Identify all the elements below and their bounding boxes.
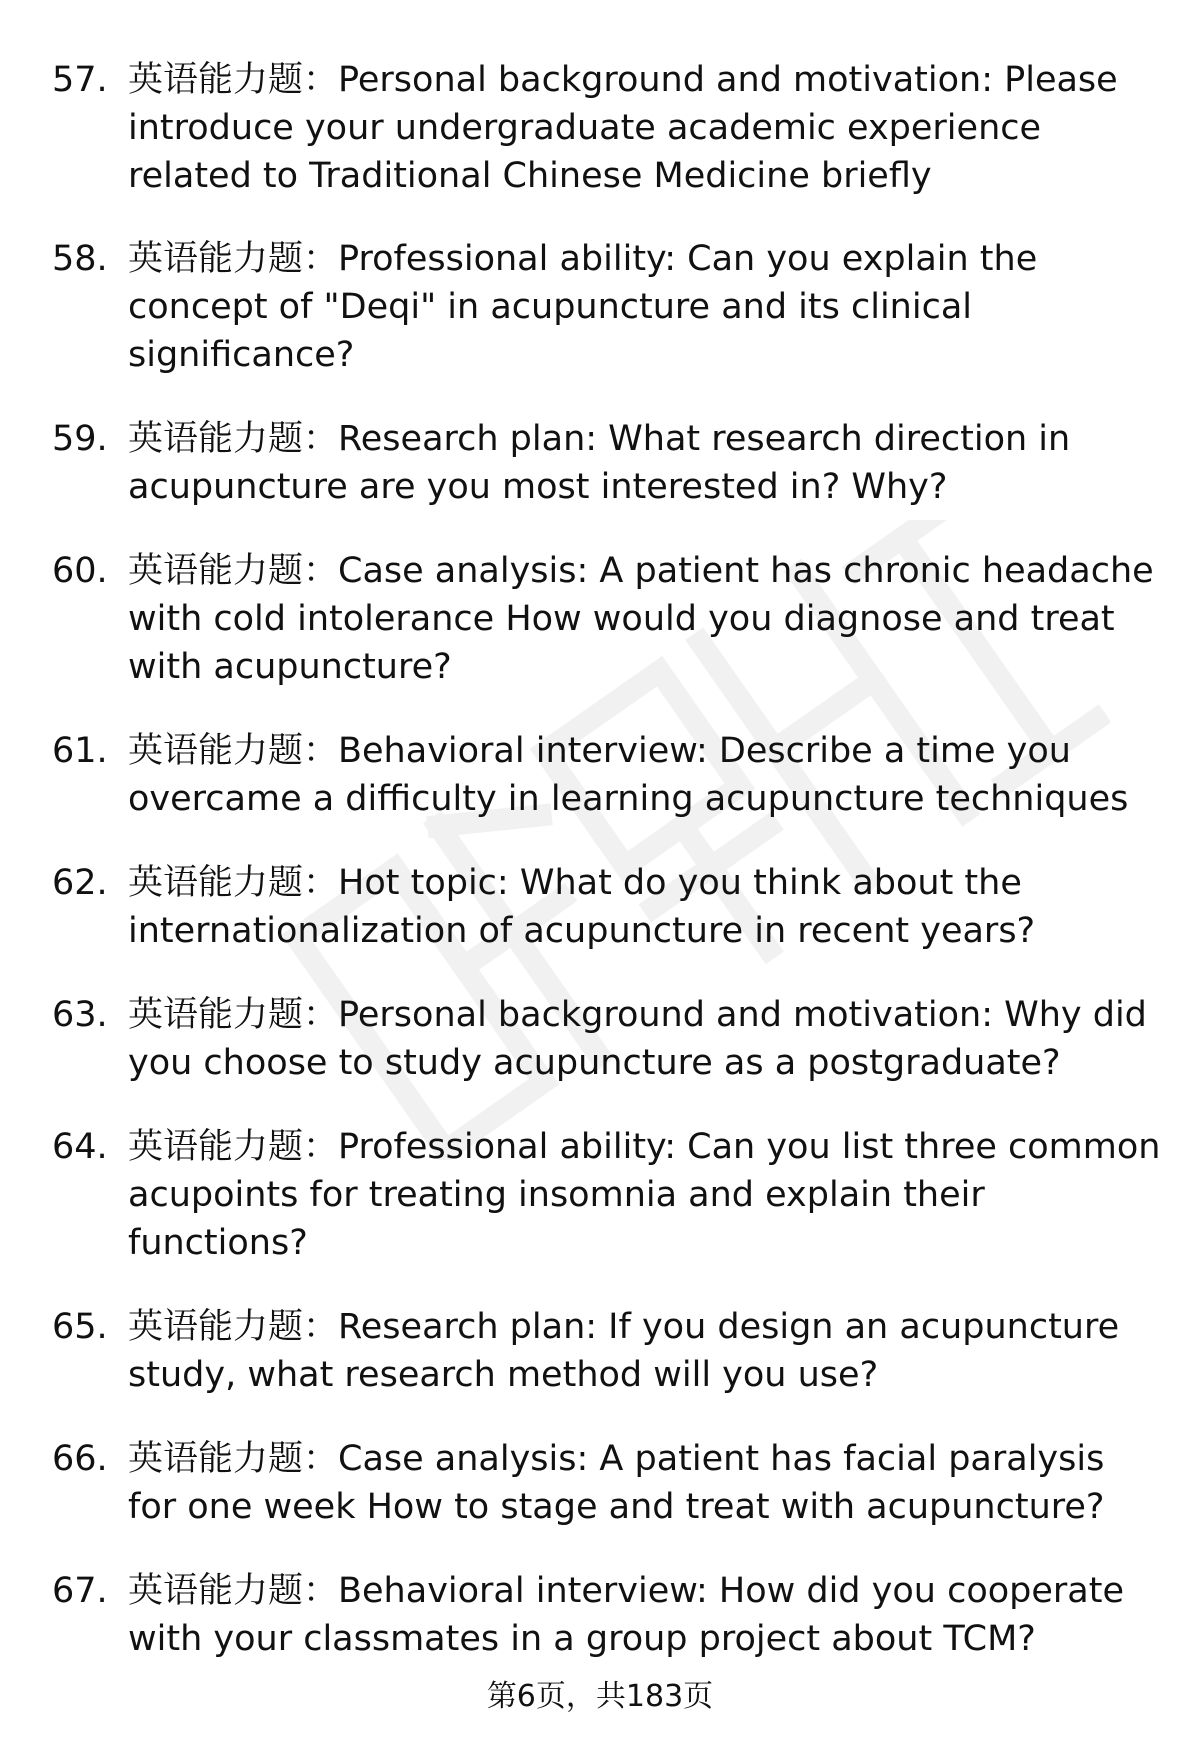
question-text: Professional ability: Can you explain the concept of "Deqi" in acupuncture and its clinical significance? <box>128 239 1038 375</box>
question-number: 62. <box>52 863 108 903</box>
question-item <box>52 1567 1162 1663</box>
question-number: 65. <box>52 1307 108 1347</box>
question-category: 英语能力题： <box>128 1571 339 1611</box>
question-item <box>52 991 1162 1087</box>
question-text: Research plan: If you design an acupuncture study, what research method will you use? <box>128 1307 1120 1395</box>
question-item <box>52 1435 1162 1531</box>
question-text: Case analysis: A patient has facial paralysis for one week How to stage and treat with acupuncture? <box>128 1439 1105 1527</box>
question-category: 英语能力题： <box>128 1307 339 1347</box>
question-category: 英语能力题： <box>128 1439 339 1479</box>
question-category: 英语能力题： <box>128 60 339 100</box>
question-item <box>52 56 1162 200</box>
question-number: 63. <box>52 995 108 1035</box>
question-category: 英语能力题： <box>128 863 339 903</box>
question-category: 英语能力题： <box>128 995 339 1035</box>
question-number: 67. <box>52 1571 108 1611</box>
question-number: 57. <box>52 60 108 100</box>
question-item <box>52 415 1162 511</box>
question-item <box>52 727 1162 823</box>
question-item <box>52 235 1162 379</box>
question-number: 61. <box>52 731 108 771</box>
question-text: Behavioral interview: How did you cooperate with your classmates in a group project about TCM? <box>128 1571 1124 1659</box>
question-text: Case analysis: A patient has chronic headache with cold intolerance How would you diagnose and treat with acupuncture? <box>128 551 1154 687</box>
question-list <box>52 56 1162 1699</box>
question-category: 英语能力题： <box>128 731 339 771</box>
question-category: 英语能力题： <box>128 419 339 459</box>
page-footer: 第6页，共183页 <box>486 1679 714 1714</box>
question-number: 58. <box>52 239 108 279</box>
question-number: 64. <box>52 1127 108 1167</box>
question-category: 英语能力题： <box>128 551 339 591</box>
question-category: 英语能力题： <box>128 239 339 279</box>
question-number: 66. <box>52 1439 108 1479</box>
question-text: Hot topic: What do you think about the internationalization of acupuncture in recent years? <box>128 863 1036 951</box>
question-text: Behavioral interview: Describe a time you overcame a difficulty in learning acupuncture techniques <box>128 731 1129 819</box>
question-text: Personal background and motivation: Please introduce your undergraduate academic experience related to Traditional Chinese Medicine briefly <box>128 60 1118 196</box>
question-text: Professional ability: Can you list three common acupoints for treating insomnia and explain their functions? <box>128 1127 1161 1263</box>
question-category: 英语能力题： <box>128 1127 339 1167</box>
question-number: 59. <box>52 419 108 459</box>
question-number: 60. <box>52 551 108 591</box>
question-item <box>52 1123 1162 1267</box>
question-text: Research plan: What research direction in acupuncture are you most interested in? Why? <box>128 419 1071 507</box>
question-item <box>52 1303 1162 1399</box>
question-item <box>52 859 1162 955</box>
question-item <box>52 547 1162 691</box>
question-text: Personal background and motivation: Why did you choose to study acupuncture as a postgraduate? <box>128 995 1147 1083</box>
